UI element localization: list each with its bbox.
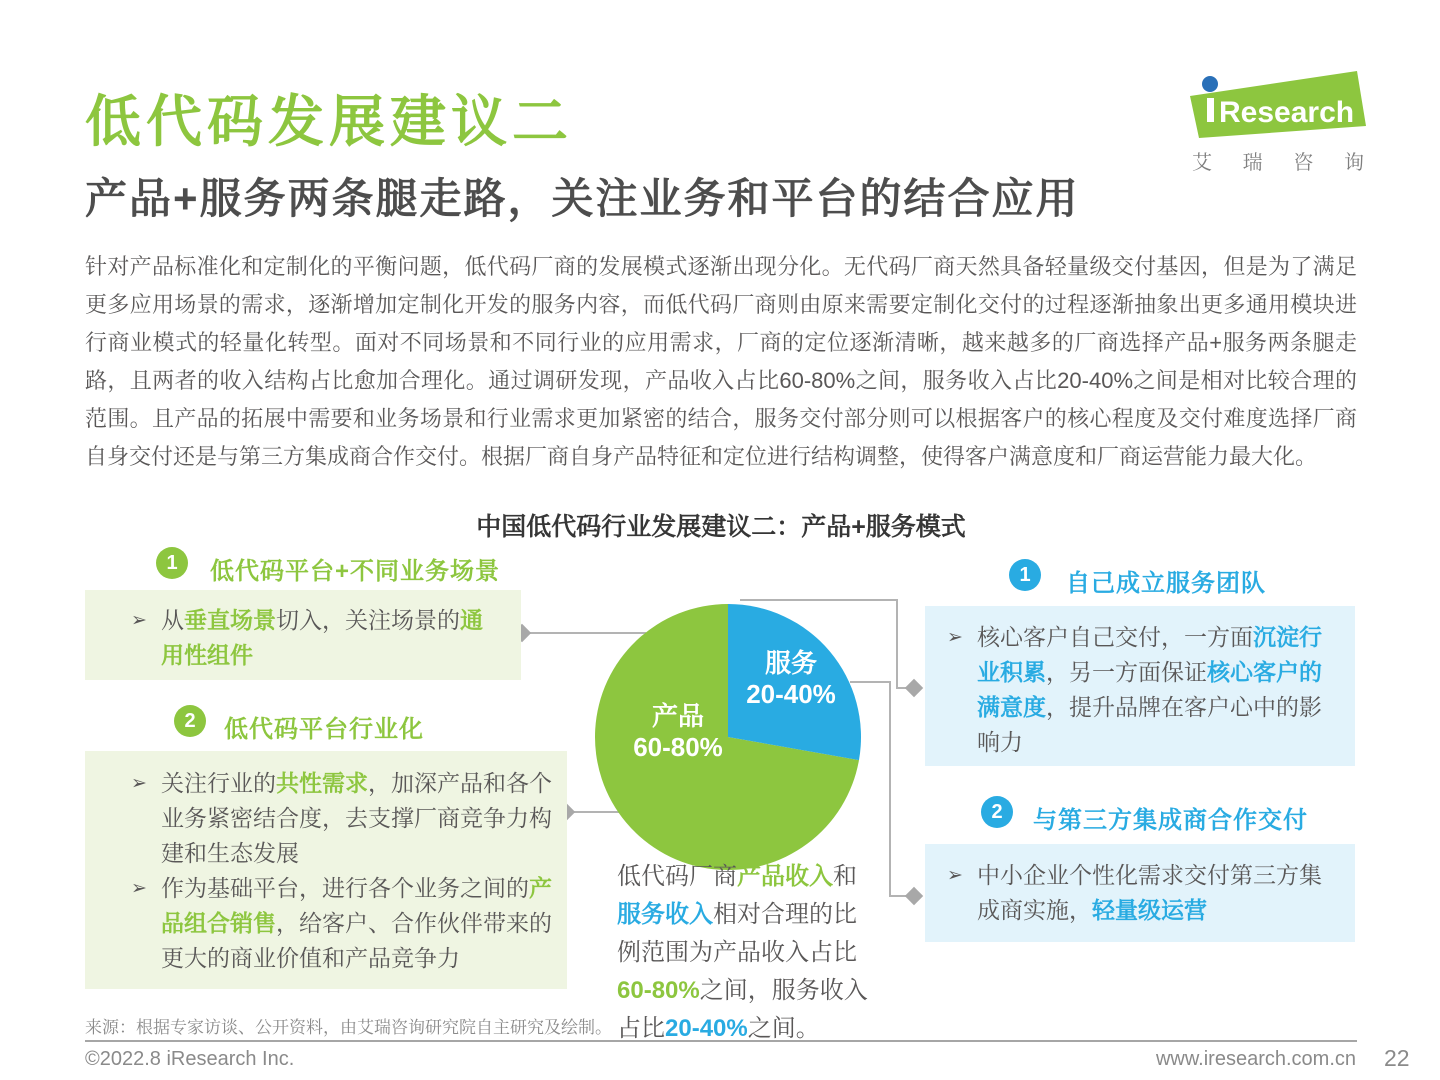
highlight-text: 20-40% [665,1015,748,1042]
text-run: 相对合理的比例范围为产品收入占比 [617,901,857,966]
arrow-bullet-icon: ➢ [947,865,963,886]
logo-i-dot [1202,76,1218,92]
bullet-item [947,620,1329,760]
highlight-text: 产品收入 [737,863,833,890]
pie-caption [617,858,875,1048]
callout-box-platform-scenarios [85,590,521,680]
page-subtitle: 产品+服务两条腿走路，关注业务和平台的结合应用 [85,175,1080,222]
heading-own-service-team: 自己成立服务团队 [1066,570,1266,597]
logo-cn-char: 咨 [1293,152,1314,174]
highlight-text: 轻量级运营 [1092,897,1207,923]
badge-left-1: 1 [156,547,188,579]
logo-cn-char: 询 [1343,152,1364,174]
bullet-text [161,871,557,976]
pie-label-service-value: 20-40% [746,679,836,709]
text-run: 之间，服务收入占比 [617,977,868,1042]
bullet-text [161,603,483,673]
callout-box-third-party-delivery [925,844,1355,942]
callout-box-platform-verticalization [85,751,567,989]
text-run: 从 [161,607,184,633]
text-run: 和 [833,863,857,890]
arrow-bullet-icon: ➢ [131,610,147,631]
logo-cn-char: 瑞 [1242,152,1263,174]
logo-brand-text: Research [1219,96,1355,129]
highlight-text: 60-80% [617,977,700,1004]
pie-label-product-name: 产品 [651,701,704,731]
website-url: www.iresearch.com.cn [1155,1048,1356,1070]
text-run: ，给客户、合作伙伴带来的更大的商业价值和产品竞争力 [161,910,552,971]
bullet-text [977,858,1329,928]
badge-right-2: 2 [981,796,1013,828]
highlight-text: 通用性组件 [161,607,483,668]
bullet-item [131,871,557,976]
text-run: ，加深产品和各个业务紧密结合度，去支撑厂商竞争力构建和生态发展 [161,770,552,866]
highlight-text: 沉淀行业积累 [977,624,1322,685]
bullet-text [161,766,557,871]
text-run: 作为基础平台，进行各个业务之间的 [161,875,529,901]
bullet-text [977,620,1329,760]
logo-i-stem [1207,98,1214,122]
arrow-bullet-icon: ➢ [947,627,963,648]
text-run: 中小企业个性化需求交付第三方集成商实施， [977,862,1322,923]
source-note: 来源：根据专家访谈、公开资料，由艾瑞咨询研究院自主研究及绘制。 [85,1018,612,1037]
logo-banner [1178,64,1373,144]
figure-title: 中国低代码行业发展建议二：产品+服务模式 [476,513,966,541]
copyright-text: ©2022.8 iResearch Inc. [85,1048,295,1070]
text-run: ，另一方面保证 [1046,659,1207,685]
highlight-text: 垂直场景 [184,607,276,633]
intro-paragraph: 针对产品标准化和定制化的平衡问题，低代码厂商的发展模式逐渐出现分化。无代码厂商天然具备轻量级交付基因，但是为了满足更多应用场景的需求，逐渐增加定制化开发的服务内容，而低代码厂商则由原来需要定制化交付的过程逐渐抽象出更多通用模块进行商业模式的轻量化转型。面对不同场景和不同行业的应用需求，厂商的定位逐渐清晰，越来越多的厂商选择产品+服务两条腿走路，且两者的收入结构占比愈加合理化。通过调研发现，产品收入占比60-80%之间，服务收入占比20-40%之间是相对比较合理的范围。且产品的拓展中需要和业务场景和行业需求更加紧密的结合，服务交付部分则可以根据客户的核心程度及交付难度选择厂商自身交付还是与第三方集成商合作交付。根据厂商自身产品特征和定位进行结构调整，使得客户满意度和厂商运营能力最大化。 [85,254,1357,469]
text-run: ，提升品牌在客户心中的影响力 [977,694,1322,755]
text-run: 切入，关注场景的 [276,607,460,633]
arrow-bullet-icon: ➢ [131,878,147,899]
pie-label-product-value: 60-80% [633,732,723,762]
badge-left-2: 2 [174,705,206,737]
iresearch-logo [1178,64,1373,174]
text-run: 低代码厂商 [617,863,737,890]
bullet-item [131,766,557,871]
diamond-marker [905,887,923,905]
diamond-marker [905,679,923,697]
text-run: 之间。 [747,1015,820,1042]
page-title: 低代码发展建议二 [85,90,573,153]
text-run: 关注行业的 [161,770,276,796]
arrow-bullet-icon: ➢ [131,773,147,794]
bullet-item [947,858,1329,928]
logo-cn-char: 艾 [1192,152,1212,174]
highlight-text: 产品组合销售 [161,875,552,936]
badge-right-1: 1 [1009,559,1041,591]
highlight-text: 服务收入 [617,901,713,928]
callout-box-own-service-team [925,606,1355,766]
highlight-text: 共性需求 [276,770,368,796]
heading-platform-verticalization: 低代码平台行业化 [224,716,424,743]
highlight-text: 核心客户的满意度 [977,659,1322,720]
pie-label-service-name: 服务 [764,648,817,678]
pie-label-product [598,701,758,763]
heading-third-party-delivery: 与第三方集成商合作交付 [1033,807,1308,834]
page-number: 22 [1384,1045,1410,1071]
footer-divider [85,1040,1357,1042]
logo-chinese-name [1192,146,1364,175]
bullet-item [131,603,483,673]
heading-platform-scenarios: 低代码平台+不同业务场景 [210,558,501,585]
text-run: 核心客户自己交付，一方面 [977,624,1253,650]
